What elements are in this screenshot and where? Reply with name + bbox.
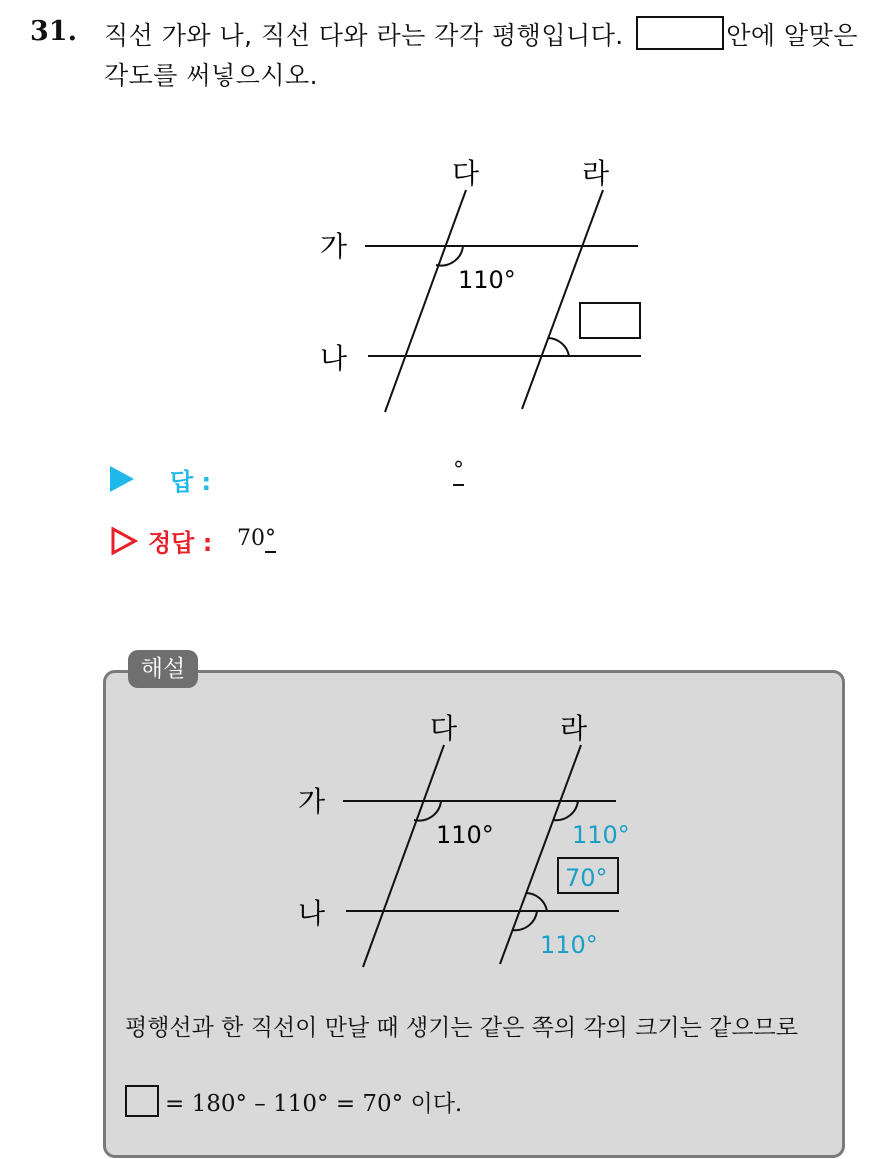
- question-text-part2: 안에 알맞은: [726, 21, 858, 50]
- question-figure: [0, 0, 884, 440]
- explanation-equation: [125, 1085, 462, 1118]
- correct-label: 정답 :: [148, 529, 213, 557]
- answer-box: [580, 303, 640, 338]
- answer-label: 답 :: [170, 468, 212, 496]
- expl-angle-corr1: 110°: [572, 821, 630, 849]
- correct-degree: °: [265, 526, 276, 551]
- expl-angle-110: 110°: [436, 821, 494, 849]
- angle-label-110: 110°: [458, 266, 516, 294]
- label-ra: 라: [582, 157, 610, 190]
- question-text-part1: 직선 가와 나, 직선 다와 라는 각각 평행입니다.: [104, 21, 624, 50]
- expl-label-ra: 라: [560, 712, 588, 745]
- expl-angle-corr2: 110°: [540, 931, 598, 959]
- question-text-line2: 각도를 써넣으시오.: [104, 61, 319, 90]
- expl-line-da: [363, 745, 444, 967]
- correct-number: 70: [237, 526, 265, 551]
- label-ga: 가: [320, 230, 348, 263]
- expl-label-na: 나: [298, 897, 326, 930]
- expl-angle-boxed: 70°: [565, 864, 608, 892]
- correct-value: [237, 526, 276, 551]
- explanation-text: 평행선과 한 직선이 만날 때 생기는 같은 쪽의 각의 크기는 같으므로: [125, 1015, 798, 1041]
- equation-box: [125, 1085, 159, 1117]
- expl-label-ga: 가: [298, 785, 326, 818]
- angle-arc-unknown: [548, 338, 569, 356]
- question-number: 31.: [30, 16, 77, 47]
- answer-arrow-icon: [110, 466, 134, 492]
- answer-degree[interactable]: °: [453, 458, 464, 486]
- equation-text: = 180° – 110° = 70° 이다.: [165, 1091, 463, 1117]
- expl-arc-boxed: [526, 893, 547, 911]
- label-na: 나: [320, 342, 348, 375]
- explanation-tab: 해설: [128, 650, 198, 688]
- explanation-figure: [0, 690, 884, 990]
- expl-label-da: 다: [430, 712, 458, 745]
- line-da: [385, 190, 466, 412]
- correct-arrow-icon: [110, 527, 138, 555]
- line-ra: [522, 190, 603, 409]
- label-da: 다: [452, 157, 480, 190]
